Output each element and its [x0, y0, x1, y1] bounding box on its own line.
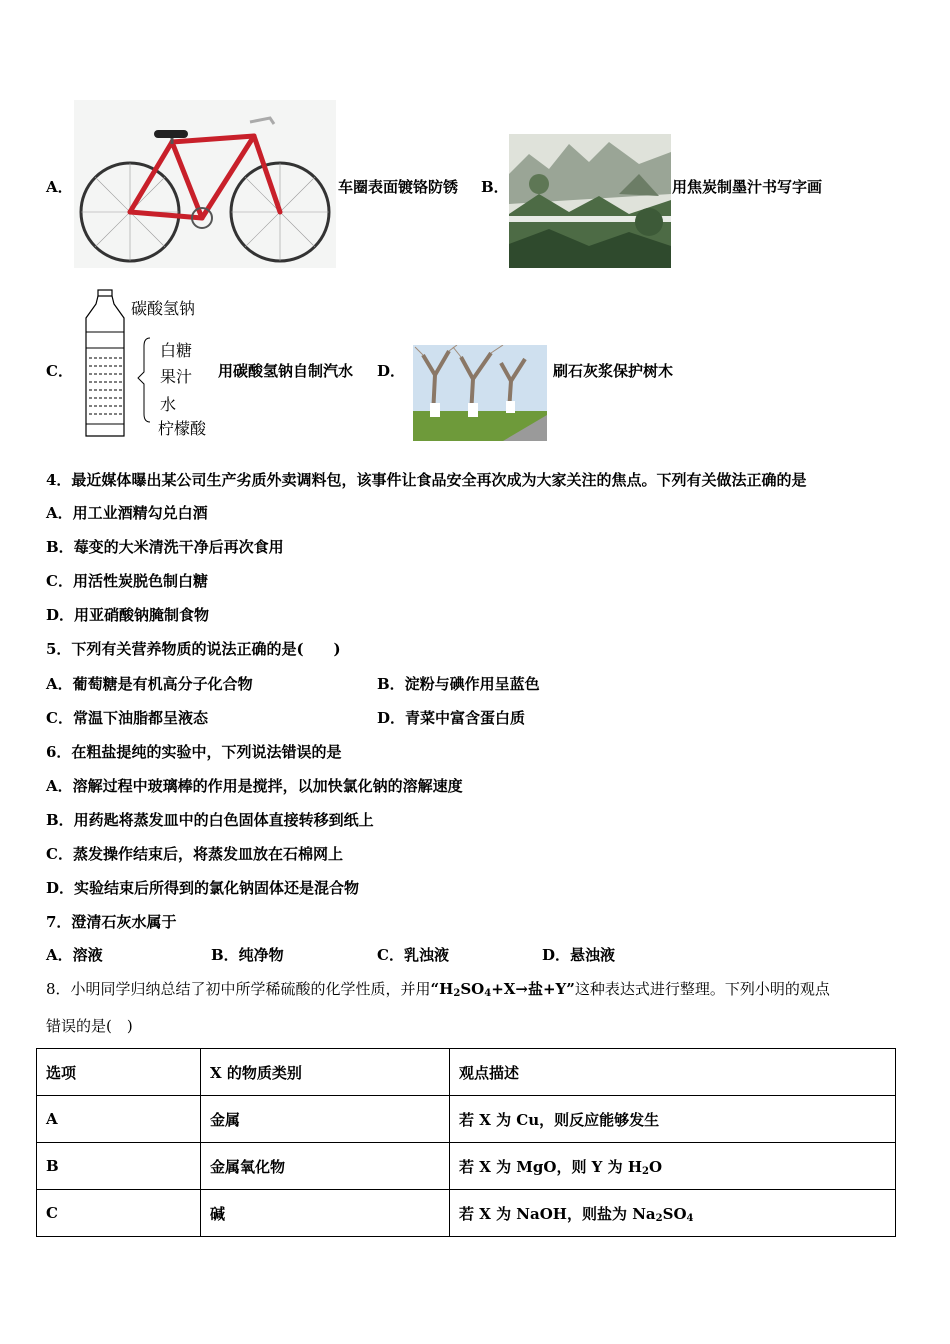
option-b-text: 用焦炭制墨汁书写字画 — [672, 178, 823, 196]
bottle-label-1: 碳酸氢钠 — [131, 299, 196, 318]
q6-option-c: C．蒸发操作结束后，将蒸发皿放在石棉网上 — [46, 845, 343, 863]
table-cell: 金属氧化物 — [201, 1143, 450, 1190]
bottle-label-4: 水 — [160, 395, 177, 414]
ink-painting-image — [509, 134, 671, 268]
bicycle-image — [74, 100, 336, 268]
q8-stem: 8．小明同学归纳总结了初中所学稀硫酸的化学性质，并用“$H_2SO_4+X\to$盐+Y”这种表达式进行整理。下列小明的观点 — [46, 980, 830, 999]
option-d-key: D． — [377, 362, 406, 380]
table-cell: 碱 — [201, 1190, 450, 1237]
q6-option-a: A．溶解过程中玻璃棒的作用是搅拌，以加快氯化钠的溶解速度 — [46, 777, 463, 795]
q8-table — [36, 1048, 896, 1237]
q5-stem: 5．下列有关营养物质的说法正确的是( ) — [46, 640, 341, 658]
table-cell: 若 X 为 Cu，则反应能够发生 — [450, 1096, 896, 1143]
q7-stem: 7．澄清石灰水属于 — [46, 913, 177, 931]
option-c-key: C． — [46, 362, 73, 380]
table-header-cell: X 的物质类别 — [201, 1049, 450, 1096]
q7-option-d: D．悬浊液 — [542, 946, 616, 964]
q5-option-a: A．葡萄糖是有机高分子化合物 — [46, 675, 253, 693]
q8-stem-line2: 错误的是( ) — [46, 1017, 133, 1035]
bottle-label-3: 果汁 — [160, 367, 193, 386]
q6-option-b: B．用药匙将蒸发皿中的白色固体直接转移到纸上 — [46, 811, 374, 829]
table-cell: B — [37, 1143, 201, 1190]
trees-image — [413, 345, 547, 441]
option-a-key: A． — [46, 178, 73, 196]
q4-option-d: D．用亚硝酸钠腌制食物 — [46, 606, 210, 624]
table-header-cell: 选项 — [37, 1049, 201, 1096]
option-a-text: 车圈表面镀铬防锈 — [338, 178, 459, 196]
bottle-label-5: 柠檬酸 — [158, 419, 207, 438]
q6-stem: 6．在粗盐提纯的实验中，下列说法错误的是 — [46, 743, 342, 761]
q7-option-b: B．纯净物 — [211, 946, 284, 964]
table-row — [37, 1190, 896, 1237]
table-cell: A — [37, 1096, 201, 1143]
q4-option-b: B．莓变的大米清洗干净后再次食用 — [46, 538, 284, 556]
q5-option-c: C．常温下油脂都呈液态 — [46, 709, 208, 727]
q7-option-a: A．溶液 — [46, 946, 103, 964]
bottle-label-2: 白糖 — [160, 341, 193, 360]
q7-option-c: C．乳浊液 — [377, 946, 449, 964]
option-b-key: B． — [481, 178, 509, 196]
q4-stem: 4．最近媒体曝出某公司生产劣质外卖调料包，该事件让食品安全再次成为大家关注的焦点。下列有关做法正确的是 — [46, 471, 807, 489]
table-cell: 若 X 为 MgO，则 Y 为 $H_2O$ — [450, 1143, 896, 1190]
option-d-text: 刷石灰浆保护树木 — [553, 362, 674, 380]
q4-option-a: A．用工业酒精勾兑白酒 — [46, 504, 208, 522]
q5-option-d: D．青菜中富含蛋白质 — [377, 709, 526, 727]
table-row — [37, 1143, 896, 1190]
table-cell: 若 X 为 NaOH，则盐为 $Na_2SO_4$ — [450, 1190, 896, 1237]
q6-option-d: D．实验结束后所得到的氯化钠固体还是混合物 — [46, 879, 360, 897]
table-cell: 金属 — [201, 1096, 450, 1143]
q4-option-c: C．用活性炭脱色制白糖 — [46, 572, 208, 590]
table-header-row — [37, 1049, 896, 1096]
table-header-cell: 观点描述 — [450, 1049, 896, 1096]
q5-option-b: B．淀粉与碘作用呈蓝色 — [377, 675, 540, 693]
table-row — [37, 1096, 896, 1143]
table-cell: C — [37, 1190, 201, 1237]
option-c-text: 用碳酸氢钠自制汽水 — [218, 362, 354, 380]
